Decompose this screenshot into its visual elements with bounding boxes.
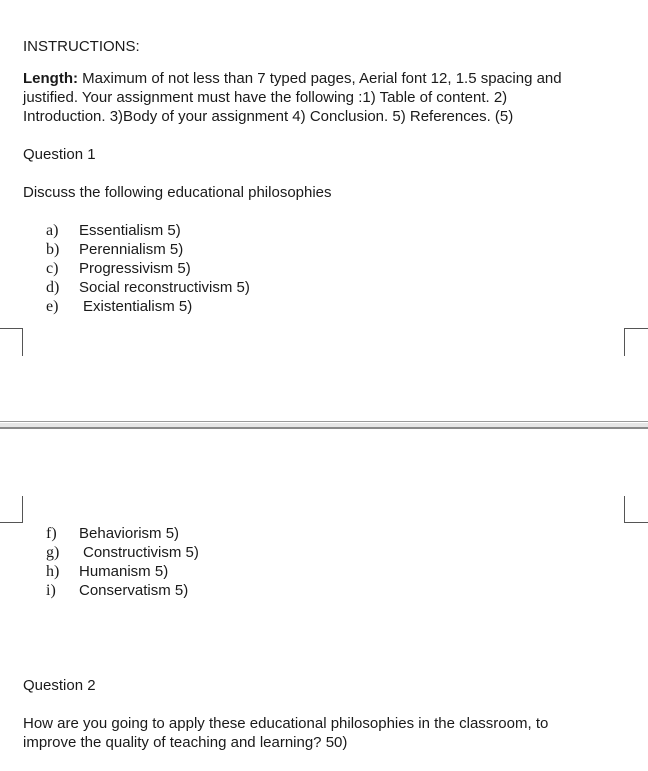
list-marker: f) [46, 525, 57, 542]
question-1-prompt: Discuss the following educational philosophies [23, 184, 332, 201]
length-text-1: Maximum of not less than 7 typed pages, Aerial font 12, 1.5 spacing and [77, 70, 562, 87]
list-marker: i) [46, 582, 56, 599]
separator-line-top [0, 421, 648, 422]
separator-line-bottom [0, 427, 648, 429]
list-marker: b) [46, 241, 60, 258]
list-item-text: Essentialism 5) [79, 222, 181, 239]
list-marker: g) [46, 544, 60, 561]
list-item-text: Behaviorism 5) [79, 525, 180, 542]
list-item-text: Existentialism 5) [83, 298, 193, 315]
question-2-line-1: How are you going to apply these educational philosophies in the classroom, to [23, 715, 549, 732]
list-marker: c) [46, 260, 59, 277]
length-label: Length: [23, 70, 78, 87]
list-item-text: Humanism 5) [79, 563, 169, 580]
list-marker: d) [46, 279, 60, 296]
crop-mark-bottom-left [0, 328, 23, 356]
list-item-text: Perennialism 5) [79, 241, 184, 258]
list-item-text: Constructivism 5) [83, 544, 199, 561]
question-2-line-2: improve the quality of teaching and learning? 50) [23, 734, 348, 751]
instructions-heading: INSTRUCTIONS: [23, 38, 140, 55]
question-2-title: Question 2 [23, 677, 96, 694]
length-paragraph-line-1 [23, 69, 562, 88]
length-paragraph-line-3: Introduction. 3)Body of your assignment 4) Conclusion. 5) References. (5) [23, 108, 514, 125]
list-item-text: Progressivism 5) [79, 260, 191, 277]
crop-mark-top-right [624, 496, 648, 523]
list-marker: h) [46, 563, 60, 580]
length-paragraph-line-2: justified. Your assignment must have the following :1) Table of content. 2) [23, 89, 508, 106]
list-marker: a) [46, 222, 59, 239]
question-1-title: Question 1 [23, 146, 96, 163]
crop-mark-top-left [0, 496, 23, 523]
list-item-text: Social reconstructivism 5) [79, 279, 250, 296]
list-item-text: Conservatism 5) [79, 582, 189, 599]
crop-mark-bottom-right [624, 328, 648, 356]
list-marker: e) [46, 298, 59, 315]
